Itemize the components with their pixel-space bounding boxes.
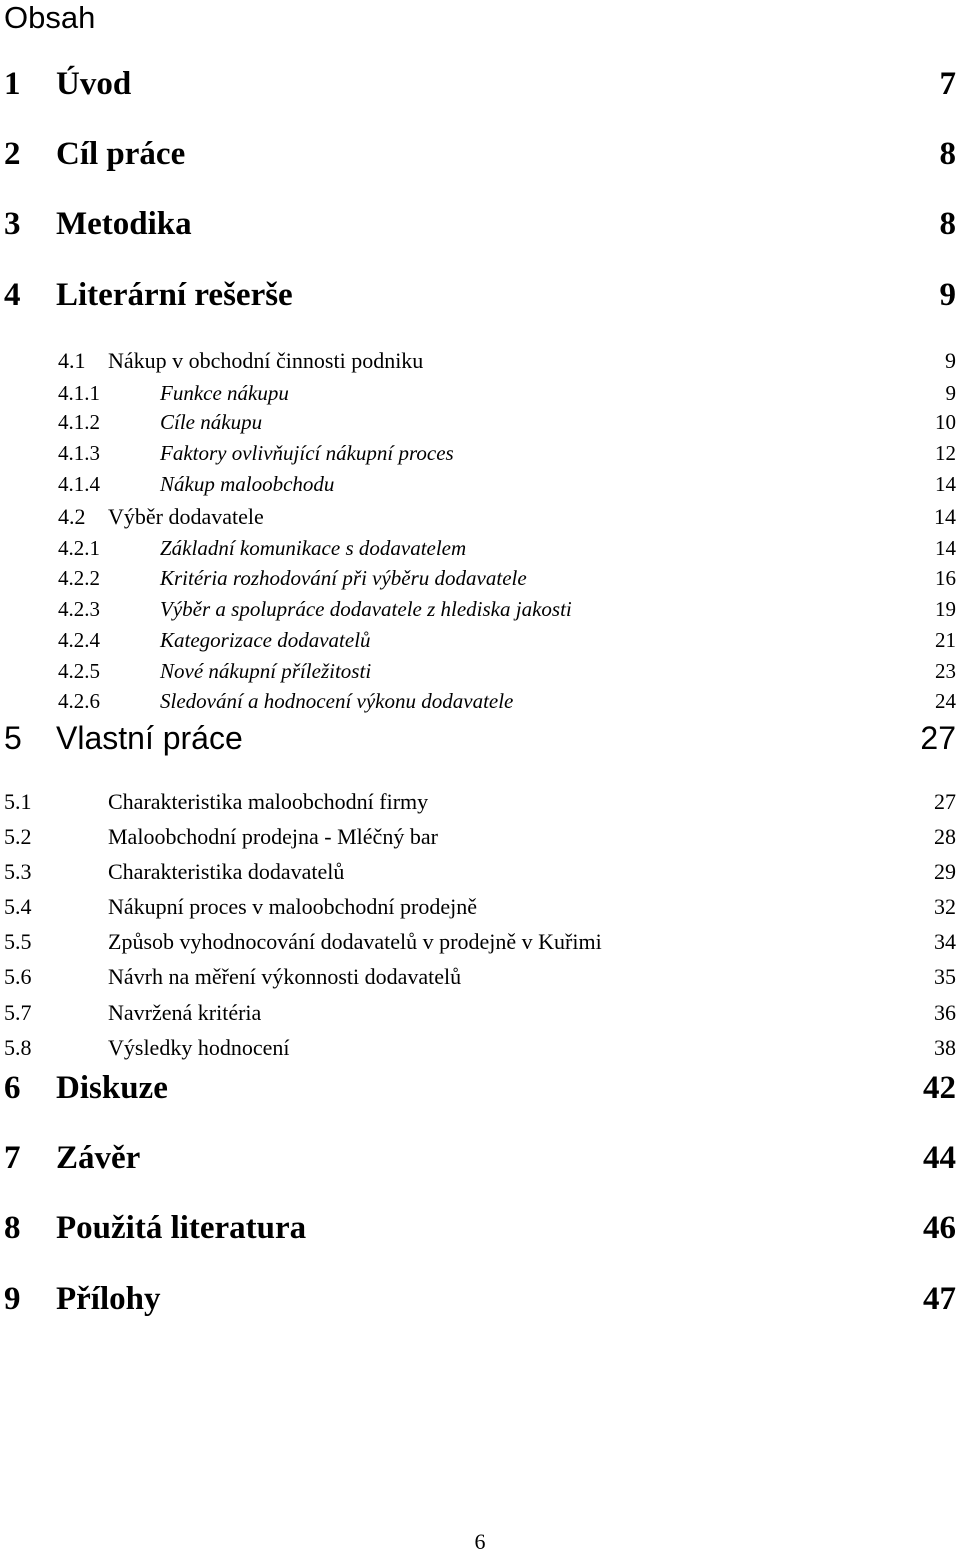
toc-entry-page: 8: [939, 136, 956, 172]
toc-entry-title: Přílohy: [56, 1281, 161, 1317]
toc-entry-4-2-5[interactable]: [58, 659, 956, 684]
toc-entry-4-2[interactable]: [4, 504, 956, 530]
toc-entry-page: 23: [935, 659, 956, 683]
toc-entry-page: 38: [934, 1035, 956, 1060]
toc-entry-3[interactable]: [4, 206, 956, 243]
toc-entry-5-2[interactable]: [4, 824, 956, 850]
toc-entry-5-4[interactable]: [4, 894, 956, 920]
toc-entry-5-8[interactable]: [4, 1035, 956, 1061]
toc-entry-page: 9: [945, 381, 956, 405]
toc-entry-4-2-6[interactable]: [58, 689, 956, 714]
toc-entry-number: 1: [4, 66, 21, 102]
toc-entry-title: Kritéria rozhodování při výběru dodavatele: [160, 566, 527, 590]
toc-entry-number: 4.1.2: [58, 410, 100, 434]
toc-entry-5-6[interactable]: [4, 964, 956, 990]
toc-entry-title: Funkce nákupu: [160, 381, 289, 405]
toc-entry-7[interactable]: [4, 1140, 956, 1177]
toc-entry-number: 3: [4, 206, 21, 242]
toc-entry-title: Způsob vyhodnocování dodavatelů v prodejně v Kuřimi: [108, 929, 602, 954]
toc-entry-number: 4.2.4: [58, 628, 100, 652]
toc-entry-number: 6: [4, 1070, 21, 1106]
toc-entry-number: 4.1.1: [58, 381, 100, 405]
toc-entry-title: Závěr: [56, 1140, 141, 1176]
page-number: 6: [474, 1529, 486, 1554]
toc-entry-title: Charakteristika dodavatelů: [108, 859, 345, 884]
toc-entry-4-2-1[interactable]: [58, 536, 956, 561]
toc-entry-title: Výběr dodavatele: [108, 504, 264, 529]
toc-entry-number: 2: [4, 136, 21, 172]
toc-entry-4-1-2[interactable]: [58, 410, 956, 435]
toc-entry-page: 44: [923, 1140, 956, 1176]
toc-entry-4-1-1[interactable]: [58, 381, 956, 406]
toc-entry-4-1-4[interactable]: [58, 472, 956, 497]
toc-entry-title: Metodika: [56, 206, 192, 242]
toc-entry-page: 14: [935, 472, 956, 496]
toc-entry-page: 27: [934, 789, 956, 814]
toc-entry-number: 4: [4, 277, 21, 313]
toc-entry-4-2-3[interactable]: [58, 597, 956, 622]
toc-entry-title: Výběr a spolupráce dodavatele z hlediska jakosti: [160, 597, 572, 621]
toc-entry-page: 16: [935, 566, 956, 590]
toc-entry-number: 4.2.2: [58, 566, 100, 590]
toc-entry-page: 9: [945, 348, 956, 373]
toc-entry-page: 14: [935, 536, 956, 560]
toc-entry-title: Návrh na měření výkonnosti dodavatelů: [108, 964, 462, 989]
toc-entry-5[interactable]: [4, 720, 956, 757]
toc-entry-title: Nákup maloobchodu: [160, 472, 335, 496]
toc-entry-number: 5.7: [4, 1000, 32, 1025]
toc-entry-number: 4.2.3: [58, 597, 100, 621]
toc-entry-title: Faktory ovlivňující nákupní proces: [160, 441, 454, 465]
toc-entry-page: 36: [934, 1000, 956, 1025]
toc-entry-number: 5.4: [4, 894, 32, 919]
toc-entry-4-2-4[interactable]: [58, 628, 956, 653]
toc-entry-2[interactable]: [4, 136, 956, 173]
toc-entry-number: 4.2.5: [58, 659, 100, 683]
toc-entry-page: 24: [935, 689, 956, 713]
toc-entry-number: 4.1.4: [58, 472, 100, 496]
toc-entry-4[interactable]: [4, 277, 956, 314]
toc-entry-number: 7: [4, 1140, 21, 1176]
toc-heading: Obsah: [4, 0, 96, 35]
toc-entry-title: Vlastní práce: [56, 720, 243, 756]
toc-entry-page: 8: [939, 206, 956, 242]
toc-entry-title: Navržená kritéria: [108, 1000, 262, 1025]
toc-entry-page: 42: [923, 1070, 956, 1106]
toc-entry-title: Úvod: [56, 66, 132, 102]
toc-entry-number: 5.8: [4, 1035, 32, 1060]
toc-entry-number: 5: [4, 720, 22, 756]
toc-entry-page: 14: [934, 504, 956, 529]
toc-entry-title: Cíl práce: [56, 136, 186, 172]
toc-entry-5-1[interactable]: [4, 789, 956, 815]
toc-entry-page: 47: [923, 1281, 956, 1317]
toc-entry-page: 21: [935, 628, 956, 652]
toc-entry-title: Sledování a hodnocení výkonu dodavatele: [160, 689, 514, 713]
toc-entry-page: 10: [935, 410, 956, 434]
toc-entry-number: 4.1.3: [58, 441, 100, 465]
toc-entry-number: 4.2.6: [58, 689, 100, 713]
toc-entry-number: 8: [4, 1210, 21, 1246]
toc-entry-number: 5.2: [4, 824, 32, 849]
toc-entry-number: 9: [4, 1281, 21, 1317]
toc-entry-page: 9: [939, 277, 956, 313]
toc-entry-title: Cíle nákupu: [160, 410, 263, 434]
toc-entry-9[interactable]: [4, 1281, 956, 1318]
toc-entry-number: 5.6: [4, 964, 32, 989]
toc-entry-5-7[interactable]: [4, 1000, 956, 1026]
toc-entry-number: 4.2.1: [58, 536, 100, 560]
toc-entry-number: 5.5: [4, 929, 32, 954]
toc-entry-page: 34: [934, 929, 956, 954]
toc-entry-4-1-3[interactable]: [58, 441, 956, 466]
toc-entry-title: Výsledky hodnocení: [108, 1035, 290, 1060]
toc-entry-5-3[interactable]: [4, 859, 956, 885]
toc-entry-title: Literární rešerše: [56, 277, 293, 313]
toc-entry-number: 4.1: [58, 348, 86, 373]
toc-entry-number: 5.1: [4, 789, 32, 814]
toc-entry-6[interactable]: [4, 1070, 956, 1107]
toc-entry-title: Maloobchodní prodejna - Mléčný bar: [108, 824, 438, 849]
toc-entry-4-2-2[interactable]: [58, 566, 956, 591]
toc-entry-title: Charakteristika maloobchodní firmy: [108, 789, 429, 814]
toc-entry-title: Kategorizace dodavatelů: [160, 628, 371, 652]
toc-entry-page: 29: [934, 859, 956, 884]
toc-entry-title: Použitá literatura: [56, 1210, 307, 1246]
toc-entry-4-1[interactable]: [58, 348, 956, 374]
toc-entry-page: 32: [934, 894, 956, 919]
toc-entry-title: Diskuze: [56, 1070, 168, 1106]
toc-entry-title: Nákupní proces v maloobchodní prodejně: [108, 894, 478, 919]
toc-entry-title: Základní komunikace s dodavatelem: [160, 536, 467, 560]
toc-entry-5-5[interactable]: [4, 929, 956, 955]
toc-entry-page: 27: [920, 720, 956, 756]
toc-entry-page: 28: [934, 824, 956, 849]
toc-entry-number: 4.2: [58, 504, 86, 529]
toc-entry-number: 5.3: [4, 859, 32, 884]
toc-entry-8[interactable]: [4, 1210, 956, 1247]
toc-entry-page: 12: [935, 441, 956, 465]
toc-entry-page: 46: [923, 1210, 956, 1246]
toc-entry-page: 19: [935, 597, 956, 621]
toc-entry-page: 7: [939, 66, 956, 102]
toc-entry-title: Nákup v obchodní činnosti podniku: [108, 348, 424, 373]
toc-entry-title: Nové nákupní příležitosti: [160, 659, 372, 683]
toc-entry-page: 35: [934, 964, 956, 989]
toc-entry-1[interactable]: [4, 66, 956, 103]
